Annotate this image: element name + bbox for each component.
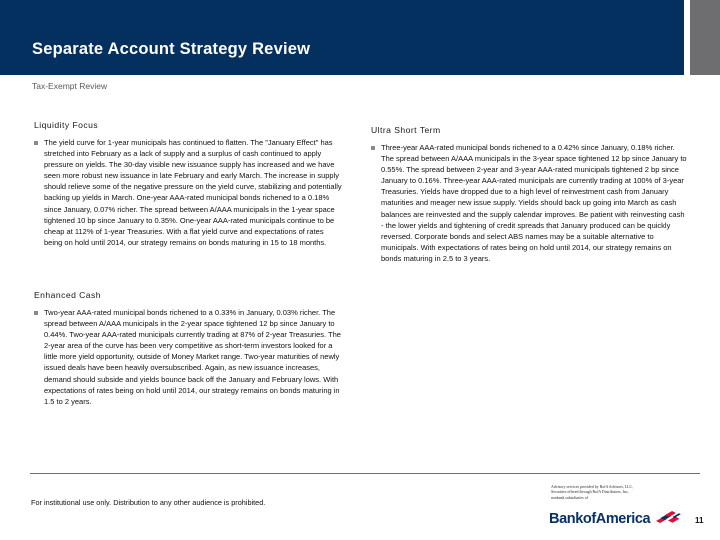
legal-line-1: Advisory services provided by BofA Advisors, LLC,	[551, 485, 634, 489]
bullet-text: Two-year AAA-rated municipal bonds richened to a 0.33% in January, 0.03% richer. The spread between A/AAA municipals in the 2-year space tightened 12 bp since January to 0.44%. Two-year AAA-rated municipals currently trading at 87% of 2-year Treasuries. The 2-year area of the curve has been very competitive as short-term investors looked for a little more yield opportunity, outside of Money Market range. Two-year maturities of newly issued deals have been heavily oversubscribed. Again, as new issuance increases, demand should subside and yields bounce back off the January and February lows. With expectations of rates being on hold until 2014, our strategy remains on bonds maturing in 1.5 to 2 years.	[44, 308, 341, 406]
header-accent-bar	[690, 0, 720, 75]
legal-line-3: nonbank subsidiaries of	[551, 495, 588, 500]
brand-wordmark: BankofAmerica	[549, 510, 651, 527]
section-ultra-short-term	[371, 125, 689, 264]
flag-icon	[655, 509, 681, 526]
legal-disclosure	[551, 485, 683, 501]
bullet-text: The yield curve for 1-year municipals has continued to flatten. The "January Effect" has stretched into February as a lack of supply and a surplus of cash continued to apply pressure on yields. The 30-day visible new issuance supply has increased and we have seen more robust new issuance in late February and early March. The increase in supply should relieve some of the negative pressure on the yield curve, stabilizing and potentially backing up yields in March. One-year AAA-rated municipal bonds richened to a 0.18% since January, 0.07% richer. The spread between A/AAA municipals in the 1-year space tightened 10 bp since January to 0.35%. One-year AAA-rated municipals continue to be cheap at 112% of 1-year Treasuries. With a flat yield curve and expectations of rates being on hold until 2014, our strategy remains on bonds maturing in 15 to 18 months.	[44, 138, 342, 247]
legal-line-2: Securities offered through BofA Distributors, Inc.,	[551, 490, 630, 495]
page-title: Separate Account Strategy Review	[32, 40, 311, 58]
section-liquidity-focus	[34, 120, 344, 248]
square-bullet-icon	[34, 141, 38, 145]
bullet-text: Three-year AAA-rated municipal bonds richened to a 0.42% since January, 0.18% richer. The spread between A/AAA municipals in the 3-year space tightened 12 bp since January to 0.55%. The spread between 2-year and 3-year AAA-rated municipals tightened 2 bp since January to 0.16%. Three-year AAA-rated municipals are currently trading at 100% of 3-year Treasuries. Yields have dropped due to a high level of reinvestment cash from January maturities and meager new issue supply. Yields should back up going into March as cash balances are reinvested and the supply calendar improves. Be patient with reinvesting cash - the lower yields and tightening of credit spreads that January produced can be quickly reversed. Corporate bonds and select ABS names may be a suitable alternative to municipals. With expectations of rates being on hold until 2014, our strategy remains on bonds maturing in 2.5 to 3 years.	[381, 143, 687, 263]
list-item	[34, 307, 344, 407]
page-number: 11	[695, 516, 704, 525]
section-heading-ultra-short-term: Ultra Short Term	[371, 125, 441, 135]
square-bullet-icon	[34, 311, 38, 315]
section-heading-liquidity-focus: Liquidity Focus	[34, 120, 99, 130]
footer-divider	[30, 473, 700, 474]
section-enhanced-cash	[34, 290, 344, 407]
section-heading-enhanced-cash: Enhanced Cash	[34, 290, 102, 300]
list-item	[371, 142, 689, 264]
header-band	[0, 0, 684, 75]
bank-of-america-logo	[549, 510, 681, 527]
footer-disclaimer: For institutional use only. Distribution to any other audience is prohibited.	[31, 498, 266, 507]
list-item	[34, 137, 344, 248]
square-bullet-icon	[371, 146, 375, 150]
page-subtitle: Tax-Exempt Review	[32, 81, 108, 91]
